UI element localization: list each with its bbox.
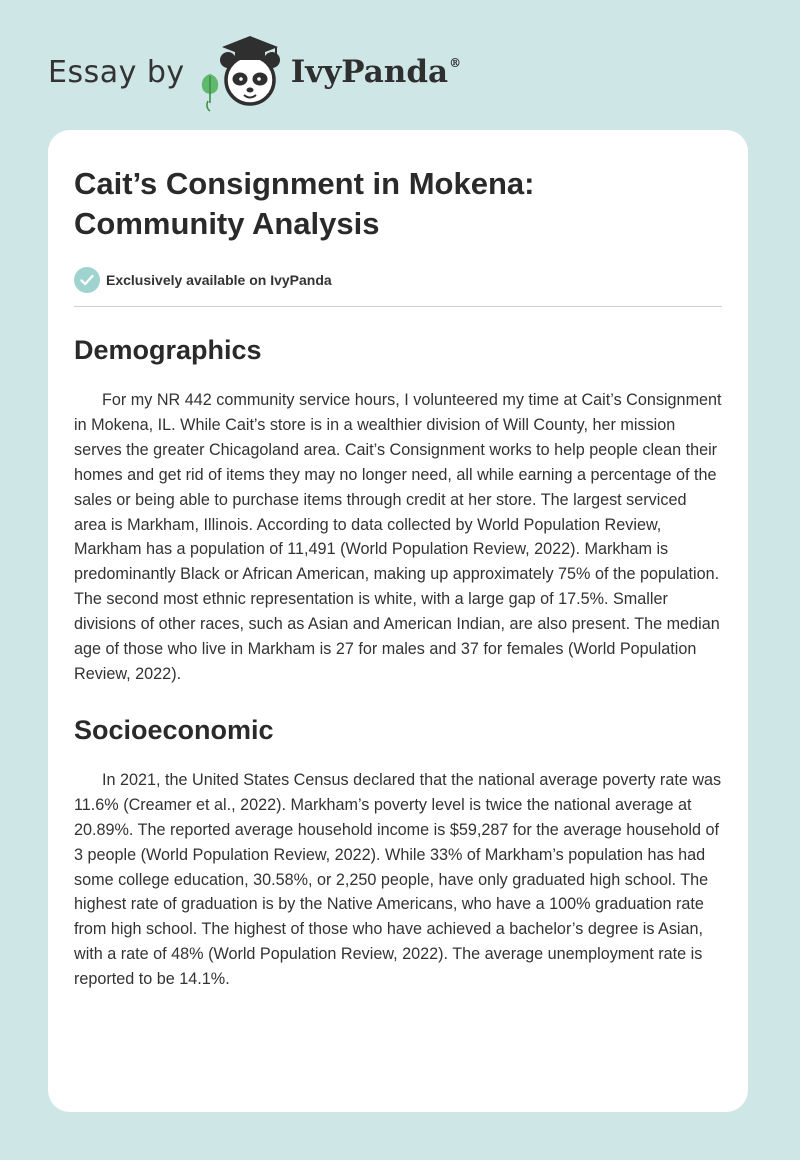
site-header (48, 32, 461, 112)
essay-by-label: Essay by (48, 54, 185, 90)
registered-mark: ® (449, 56, 462, 70)
exclusive-badge (74, 266, 722, 294)
exclusive-badge-text: Exclusively available on IvyPanda (106, 272, 332, 288)
section-socioeconomic (74, 713, 722, 992)
title-line-2: Community Analysis (74, 206, 380, 241)
section-demographics (74, 333, 722, 687)
brand-name: IvyPanda® (290, 54, 462, 90)
section-heading: Socioeconomic (74, 714, 274, 745)
essay-card (48, 130, 748, 1112)
section-heading: Demographics (74, 335, 262, 365)
check-icon (74, 267, 100, 293)
title-line-1: Cait’s Consignment in Mokena: (74, 166, 535, 201)
page-title (74, 164, 722, 244)
panda-graduate-icon (197, 32, 289, 112)
divider (74, 306, 722, 307)
section-paragraph: In 2021, the United States Census declared that the national average poverty rate was 11.6% (Creamer et al., 2022). Markham’s poverty level is twice the national average at 20.89%. The reported average household income is $59,287 for the average household of 3 people (World Population Review, 2022). While 33% of Markham’s population has had some college education, 30.58%, or 2,250 people, have only graduated high school. The highest rate of graduation is by the Native Americans, who have a 100% graduation rate from high school. The highest of those who have achieved a bachelor’s degree is Asian, with a rate of 48% (World Population Review, 2022). The average unemployment rate is reported to be 14.1%. (74, 770, 722, 989)
section-paragraph: For my NR 442 community service hours, I volunteered my time at Cait’s Consignment in Mokena, IL. While Cait’s store is in a wealthier division of Will County, her mission serves the greater Chicagoland area. Cait’s Consignment works to help people clean their homes and get rid of items they may no longer need, all while earning a percentage of the sales or being able to purchase items through credit at her store. The largest serviced area is Markham, Illinois. According to data collected by World Population Review, Markham has a population of 11,491 (World Population Review, 2022). Markham is predominantly Black or African American, making up approximately 75% of the population. The second most ethnic representation is white, with a large gap of 17.5%. Smaller divisions of other races, such as Asian and American Indian, are also present. The median age of those who live in Markham is 27 for males and 37 for females (World Population Review, 2022). (74, 391, 722, 683)
